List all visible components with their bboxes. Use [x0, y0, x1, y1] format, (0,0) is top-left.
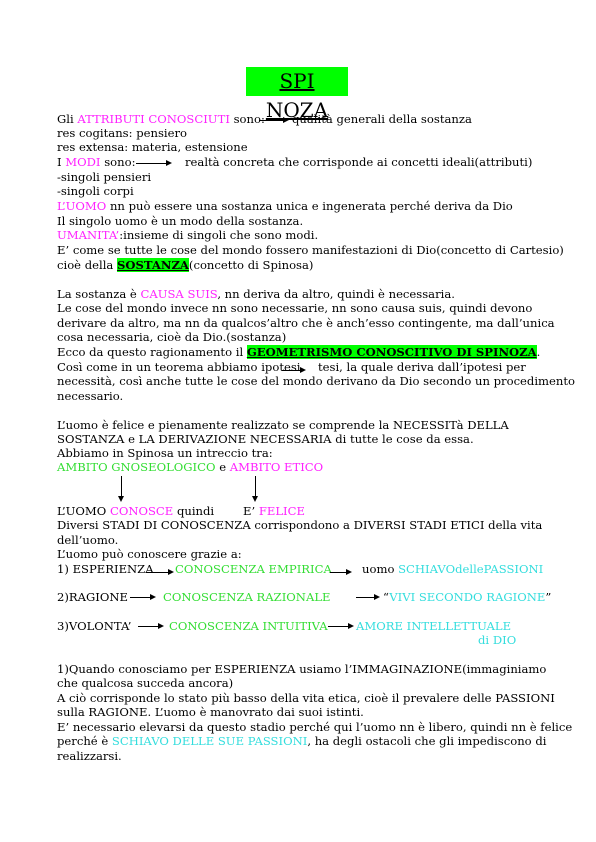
text: SCHIAVO DELLE SUE PASSIONI [111, 734, 308, 748]
text-line: sulla RAGIONE. L’uomo è manovrato dai suoi istinti. [57, 705, 364, 719]
text: uomo [362, 562, 399, 576]
text-line: Il singolo uomo è un modo della sostanza. [57, 214, 304, 228]
text: L’UOMO [57, 199, 107, 213]
text-line: res extensa: materia, estensione [57, 140, 248, 154]
text-line [57, 199, 513, 213]
text: realtà concreta che corrisponde ai concetti ideali(attributi) [185, 155, 533, 169]
text: MODI [65, 155, 101, 169]
right-arrow-icon [146, 572, 172, 573]
text: , ha degli ostacoli che gli impediscono di [307, 734, 547, 748]
text: “ [383, 590, 390, 604]
text-line: A ciò corrisponde lo stato più basso della vita etica, cioè il prevalere delle PASSIONI [57, 691, 555, 705]
text-line: Le cose del mondo invece nn sono necessarie, nn sono causa suis, quindi devono [57, 301, 533, 315]
page-title: SPI NOZA [246, 67, 348, 96]
text: sono: [100, 155, 136, 169]
text: GEOMETRISMO CONOSCITIVO DI SPINOZA [246, 345, 537, 359]
text: nn può essere una sostanza unica e ingenerata perché deriva da Dio [106, 199, 513, 213]
text-line: realizzarsi. [57, 749, 122, 763]
text-line [57, 460, 323, 474]
text: UMANITA’ [57, 228, 120, 242]
text: ATTRIBUTI CONOSCIUTI [77, 112, 230, 126]
text: SCHIAVOdellePASSIONI [398, 562, 544, 576]
text: 2)RAGIONE [57, 590, 128, 604]
down-arrow-icon [255, 476, 256, 500]
text: 1) ESPERIENZA [57, 562, 154, 576]
text: FELICE [258, 504, 305, 518]
text: tesi, la quale deriva dall’ipotesi per [318, 360, 526, 374]
text-line: derivare da altro, ma nn da qualcos’altro che è anch’esso contingente, ma dall’unica [57, 316, 555, 330]
text-line: -singoli pensieri [57, 170, 152, 184]
text-line [57, 734, 546, 748]
text: I [57, 155, 66, 169]
text: SOSTANZA [117, 258, 189, 272]
text-line: 1)Quando conosciamo per ESPERIENZA usiamo l’IMMAGINAZIONE(immaginiamo [57, 662, 547, 676]
text: E’ [243, 504, 259, 518]
text-line [57, 287, 455, 301]
text: Gli [57, 112, 78, 126]
right-arrow-icon [356, 597, 378, 598]
text: (concetto di Spinosa) [188, 258, 314, 272]
text: CONOSCENZA RAZIONALE [163, 590, 331, 604]
right-arrow-icon [138, 626, 162, 627]
down-arrow-icon [121, 476, 122, 500]
text: qualità generali della sostanza [292, 112, 472, 126]
text-line: E’ come se tutte le cose del mondo fossero manifestazioni di Dio(concetto di Cartesio) [57, 243, 564, 257]
text: 3)VOLONTA’ [57, 619, 132, 633]
text-line [383, 590, 551, 604]
right-arrow-icon [282, 370, 304, 371]
text: CONOSCENZA EMPIRICA [175, 562, 332, 576]
text-line: Abbiamo in Spinosa un intreccio tra: [57, 446, 273, 460]
text-line [362, 562, 543, 576]
text-line: dell’uomo. [57, 533, 119, 547]
text: CONOSCE [109, 504, 174, 518]
text-line: L’uomo è felice e pienamente realizzato se comprende la NECESSITà DELLA [57, 418, 509, 432]
text: AMBITO GNOSEOLOGICO [57, 460, 216, 474]
text: CONOSCENZA INTUITIVA [169, 619, 328, 633]
right-arrow-icon [330, 572, 350, 573]
text-line [57, 258, 313, 272]
text-line: necessario. [57, 389, 124, 403]
right-arrow-icon [259, 120, 287, 121]
text-line: necessità, così anche tutte le cose del mondo derivano da Dio secondo un procedimento [57, 374, 576, 388]
text-line: Così come in un teorema abbiamo ipotesi [57, 360, 301, 374]
text: Ecco da questo ragionamento il [57, 345, 247, 359]
text: cioè della [57, 258, 118, 272]
text: perché è [57, 734, 112, 748]
text-line [57, 112, 265, 126]
text-line [243, 504, 305, 518]
text-line: -singoli corpi [57, 184, 134, 198]
text-line: cosa necessaria, cioè da Dio.(sostanza) [57, 330, 287, 344]
text: La sostanza è [57, 287, 141, 301]
text: AMBITO ETICO [229, 460, 324, 474]
text-line [57, 504, 214, 518]
text-line: E’ necessario elevarsi da questo stadio perché qui l’uomo nn è libero, quindi nn è felice [57, 720, 573, 734]
text-line: L’uomo può conoscere grazie a: [57, 547, 242, 561]
text-line: che qualcosa succeda ancora) [57, 676, 234, 690]
right-arrow-icon [328, 626, 352, 627]
text-line [57, 155, 136, 169]
text: di DIO [478, 633, 517, 647]
text: quindi [173, 504, 215, 518]
text-line [57, 345, 540, 359]
right-arrow-icon [130, 597, 154, 598]
text: . [536, 345, 541, 359]
text: , nn deriva da altro, quindi è necessaria. [217, 287, 455, 301]
right-arrow-icon [136, 163, 170, 164]
text: L’UOMO [57, 504, 110, 518]
text-line [57, 228, 318, 242]
text-line: SOSTANZA e LA DERIVAZIONE NECESSARIA di tutte le cose da essa. [57, 432, 474, 446]
text: e [215, 460, 230, 474]
text: AMORE INTELLETTUALE [356, 619, 512, 633]
text-line: Diversi STADI DI CONOSCENZA corrispondono a DIVERSI STADI ETICI della vita [57, 518, 543, 532]
text-line: res cogitans: pensiero [57, 126, 188, 140]
text: CAUSA SUIS [140, 287, 218, 301]
text: VIVI SECONDO RAGIONE [389, 590, 546, 604]
text: sono: [229, 112, 265, 126]
text: ” [545, 590, 552, 604]
text: :insieme di singoli che sono modi. [119, 228, 319, 242]
